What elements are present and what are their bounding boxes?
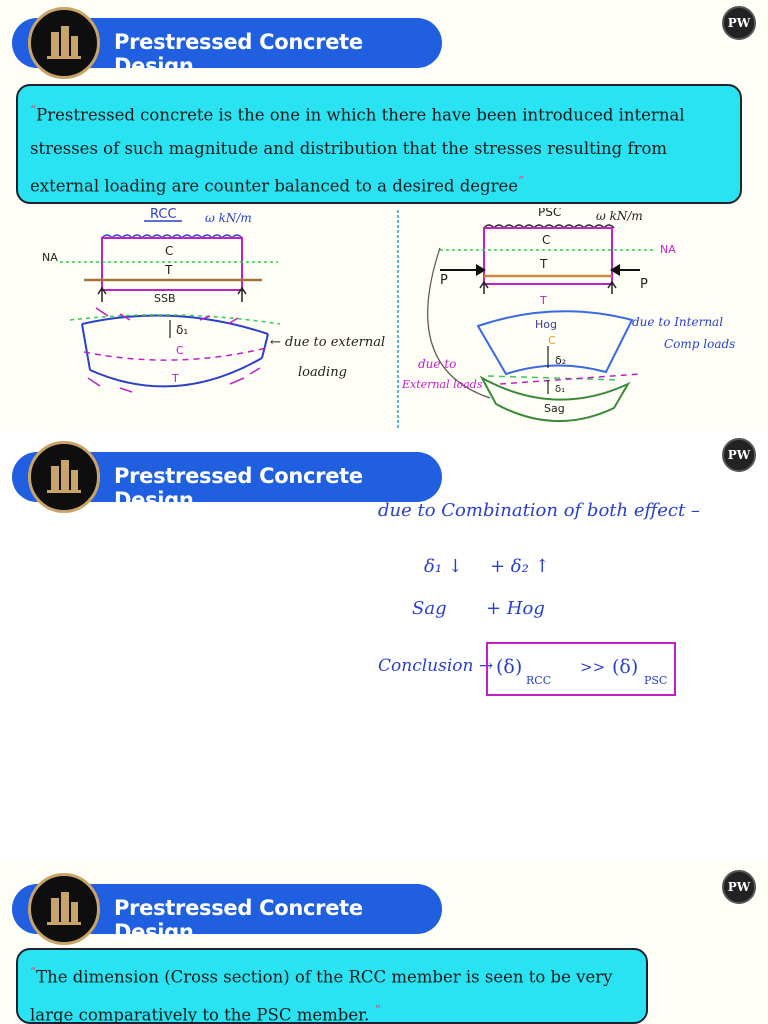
diagram-area: [0, 208, 768, 430]
delta2-up: + δ₂ ↑: [490, 556, 550, 577]
sag-term: Sag: [412, 598, 447, 619]
slide-1: [0, 0, 768, 432]
psc-sag-label: Sag: [544, 402, 565, 415]
statement-box: [16, 948, 648, 1024]
delta1-down: δ₁ ↓: [424, 556, 463, 577]
rcc-note-line2: loading: [298, 365, 347, 380]
psc-force-left: P: [440, 273, 448, 288]
hog-term: + Hog: [486, 598, 545, 619]
psc-delta2: δ₂: [555, 354, 567, 367]
psc-label: PSC: [538, 208, 562, 219]
psc-force-right: P: [640, 277, 648, 292]
rcc-deflection: δ₁: [176, 323, 189, 337]
rcc-support-label: SSB: [154, 292, 176, 305]
psc-compression: C: [542, 233, 551, 247]
psc-tension: T: [540, 257, 548, 271]
slide-2: [0, 432, 768, 862]
psc-na-label: NA: [660, 243, 676, 256]
banner-title: Prestressed Concrete Design: [114, 30, 363, 78]
logo-icon: [28, 873, 100, 945]
banner-title: Prestressed Concrete Design: [114, 896, 363, 944]
conclusion-box: [486, 642, 676, 696]
rcc-label: RCC: [150, 208, 177, 222]
rcc-load-label: ω kN/m: [205, 211, 252, 225]
psc-hog-label: Hog: [535, 318, 557, 331]
psc-below-t: T: [540, 294, 547, 307]
close-quote: ”: [518, 173, 525, 188]
pw-brand-icon: PW: [722, 438, 756, 472]
conclusion-rhs: (δ): [612, 656, 639, 678]
logo-icon: [28, 441, 100, 513]
conclusion-lhs-sub: RCC: [526, 674, 552, 687]
psc-note-external-line1: due to: [418, 357, 457, 371]
open-quote: “: [30, 965, 37, 979]
psc-note-external-line2: External loads: [402, 378, 483, 391]
definition-box: [16, 84, 742, 204]
psc-load-label: ω kN/m: [596, 209, 643, 223]
combination-line: due to Combination of both effect –: [378, 500, 700, 521]
conclusion-op: >>: [580, 658, 606, 676]
rcc-compression: C: [165, 244, 174, 258]
psc-hog-c: C: [548, 334, 556, 347]
pw-brand-icon: PW: [722, 6, 756, 40]
psc-note-internal-line1: due to Internal: [632, 315, 724, 329]
banner-title: Prestressed Concrete Design: [114, 464, 363, 512]
open-quote: “: [30, 103, 37, 117]
rcc-bent-tension: T: [172, 372, 179, 385]
slide-3: [0, 862, 768, 1024]
rcc-na-label: NA: [42, 251, 58, 264]
statement-text: The dimension (Cross section) of the RCC member is seen to be very large comparatively to the PSC member.: [30, 967, 613, 1024]
rcc-note-line1: ← due to external: [270, 335, 386, 350]
pw-brand-icon: PW: [722, 870, 756, 904]
conclusion-label: Conclusion →: [378, 656, 494, 676]
conclusion-lhs: (δ): [496, 656, 523, 678]
psc-note-internal-line2: Comp loads: [664, 337, 736, 351]
rcc-tension: T: [165, 263, 173, 277]
close-quote: ”: [374, 1002, 381, 1017]
definition-text: Prestressed concrete is the one in which there have been introduced internal stresses of such magnitude and distribution that the stresses resulting from external loading are counter balanced to a desired degree: [30, 105, 685, 195]
logo-icon: [28, 7, 100, 79]
conclusion-rhs-sub: PSC: [644, 674, 668, 687]
rcc-bent-compression: C: [176, 344, 184, 357]
psc-delta1: δ₁: [555, 384, 566, 395]
